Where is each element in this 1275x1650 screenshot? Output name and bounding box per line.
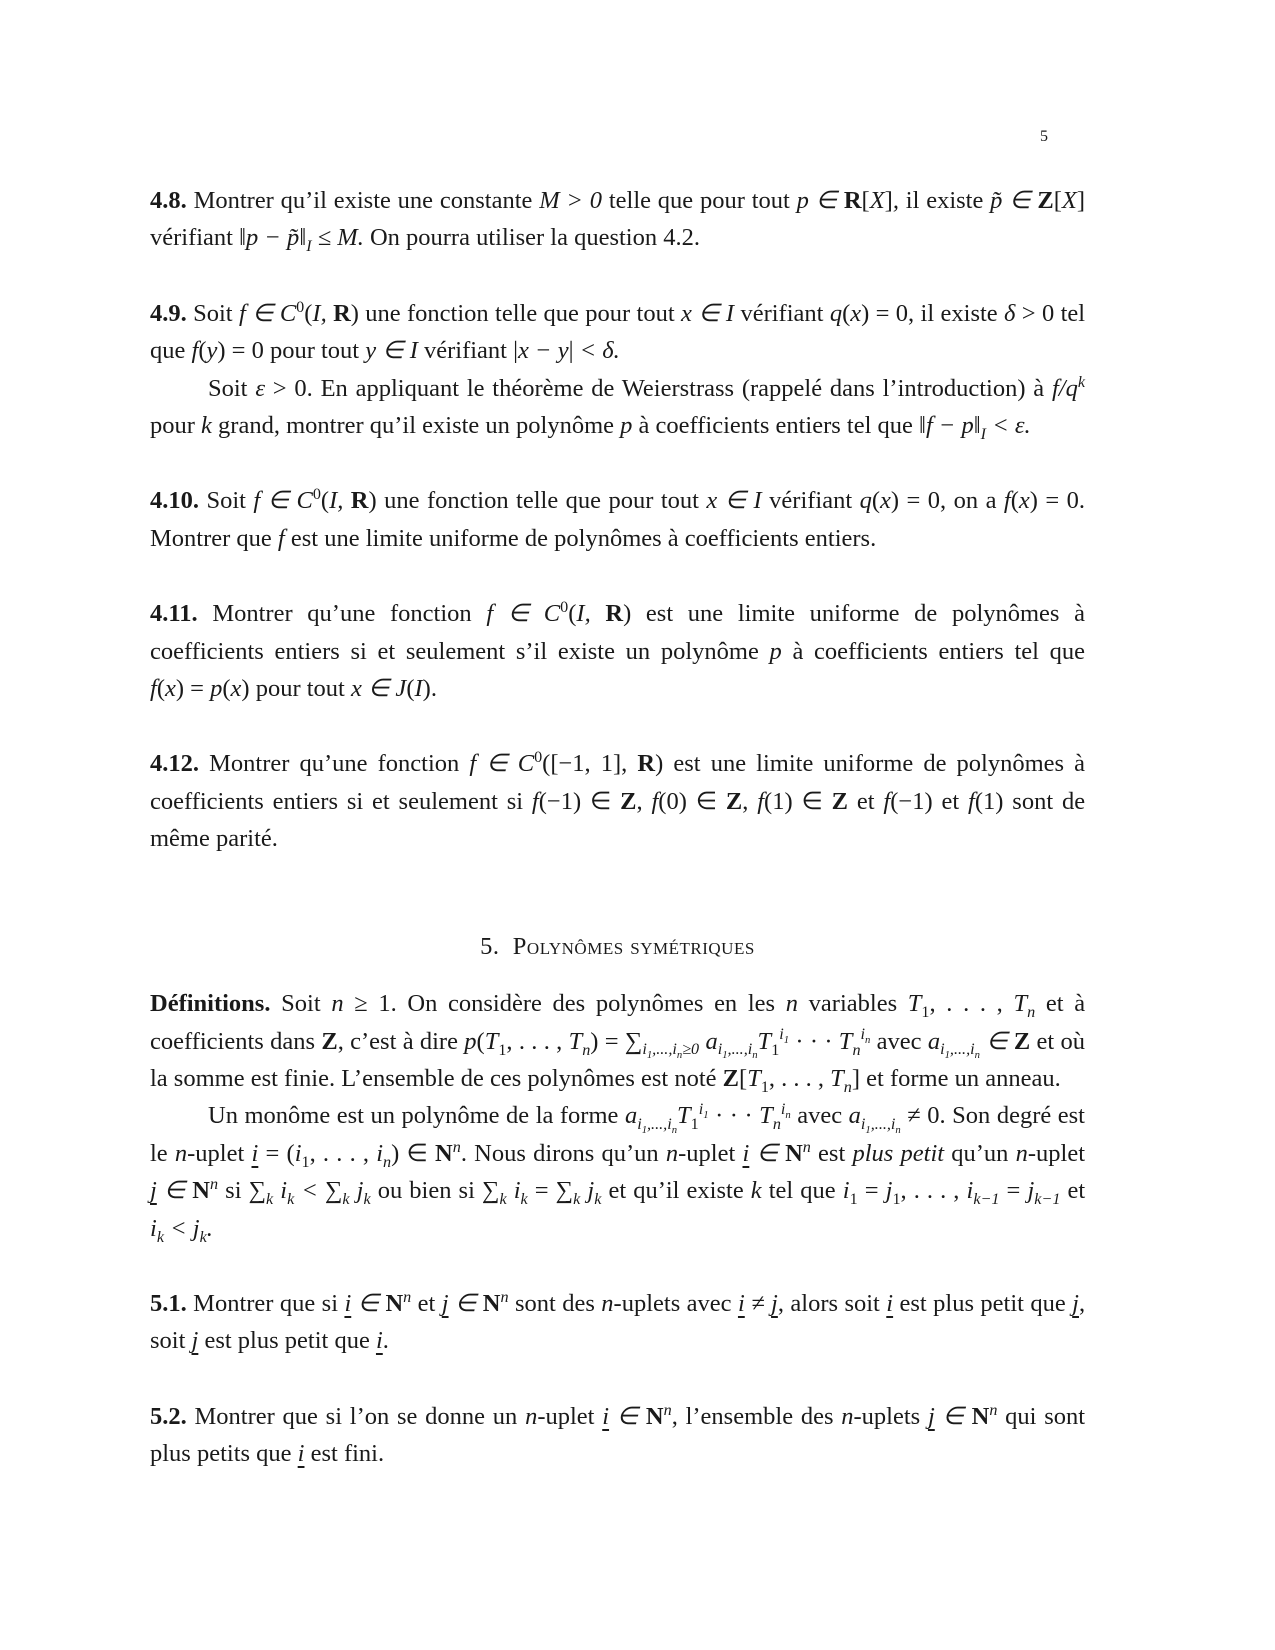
math: p (620, 412, 633, 440)
question-number: 4.10. (150, 487, 199, 515)
math: x ∈ I (706, 487, 762, 515)
math: f(x) = p(x) (150, 675, 250, 703)
question-number: 4.9. (150, 299, 187, 327)
math: y ∈ I (365, 337, 418, 365)
math: j (191, 1327, 199, 1355)
question-5-2-text: 5.2. Montrer que si l’on se donne un n-uplet i ∈ $N^n$, l’ensemble des n-uplets j ∈ $N^n$ qui sont plus petits que i est fini. (150, 1401, 1086, 1468)
question-5-1-text: 5.1. Montrer que si i ∈ $N^n$ et j ∈ $N^n$ sont des n-uplets avec i ≠ j, alors soit i est plus petit que j, soit j est plus petit que i. (150, 1288, 1086, 1355)
question-number: 4.12. (150, 750, 199, 778)
math: f(x) = 0. (1003, 487, 1086, 515)
math: n (174, 1139, 188, 1167)
definitions (150, 985, 1085, 1247)
math: f(y) = 0 (191, 337, 264, 365)
math: i ∈ $N^n$ (742, 1138, 811, 1167)
math: x ∈ J(I). (350, 675, 437, 703)
math: p (769, 637, 782, 665)
question-number: 5.2. (150, 1402, 187, 1430)
question-4-8 (150, 182, 1085, 257)
math: k (750, 1177, 762, 1205)
math: $\sum_k$ $i_k < \sum_k$ $j_k$ (248, 1177, 371, 1209)
math: i. (375, 1327, 389, 1355)
question-4-12-text: 4.12. Montrer qu’une fonction f ∈ $C^0([-1$, 1], R) est une limite uniforme de polynômes à coefficients entiers si et seulement si f(−1) ∈ Z, f(0) ∈ Z, f(1) ∈ Z et f(−1) et f(1) sont de même parité. (150, 749, 1086, 853)
math: j ∈ $N^n$ (441, 1288, 509, 1317)
math: $i_k < j_k$. (150, 1214, 213, 1246)
math: n (665, 1139, 679, 1167)
math: ‖f − $p‖_I < \varepsilon$. (919, 412, 1031, 443)
math: k (201, 412, 212, 440)
math: p ∈ R[X], (796, 187, 899, 214)
question-number: 4.11. (150, 600, 198, 628)
math: δ > 0 (1004, 299, 1055, 327)
section-heading: 5. Polynômes symétriques (480, 932, 755, 960)
math: f(−1) ∈ Z, f(0) ∈ Z, f(1) ∈ Z (531, 787, 849, 815)
math: M > 0 (539, 187, 603, 214)
question-4-9-part-2: Soit ε > 0. En appliquant le théorème de Weierstrass (rappelé dans l’introduction) à $f/q^k$ pour k grand, montrer qu’il existe un polynôme p à coefficients entiers tel que ‖f − $p‖_I < \varepsilon$. (150, 373, 1086, 443)
question-4-11-text: 4.11. Montrer qu’une fonction f ∈ $C^0(I$, R) est une limite uniforme de polynômes à coefficients entiers si et seulement s’il existe un polynôme p à coefficients entiers tel que f(x) = p(x) pour tout x ∈ J(I). (150, 599, 1086, 703)
definitions-paragraph-2: Un monôme est un polynôme de la forme $a_{i_1,...,i_n}T_1^{i_1}$ · · · $T_n^{i_n}$ avec $a_{i_1,...,i_n} \ne 0$. Son degré est le n-uplet $i = (i_1$, . . . , $i_n$) ∈ $N^n$. Nous dirons qu’un n-uplet i ∈ $N^n$ est plus petit qu’un n-uplet j ∈ $N^n$ si $\sum_k$ $i_k < \sum_k$ $j_k$ ou bien si $\sum_k$ $i_k = \sum_k$ $j_k$ et qu’il existe k tel que $i_1 = j_1$, . . . , $i_{k-1} = j_{k-1}$ et $i_k < j_k$. (150, 1101, 1086, 1246)
math: n (1015, 1139, 1028, 1167)
math: f ∈ $C^0(I$, R) (486, 599, 632, 628)
math: $\sum_k$ $i_k = \sum_k$ $j_k$ (481, 1177, 602, 1209)
page-number: 5 (1040, 128, 1048, 145)
math: n (785, 990, 798, 1018)
definitions-heading: Définitions. (150, 990, 271, 1018)
math: i ∈ $N^n$, (602, 1401, 678, 1430)
page-body (150, 182, 1085, 1511)
math: f(1) (968, 787, 1004, 815)
math: Z, (321, 1027, 344, 1055)
math: i (297, 1440, 305, 1468)
math: f (277, 524, 285, 552)
math: f ∈ $C^0(I$, R) (238, 298, 359, 327)
math: q(x) = 0, (859, 487, 947, 515)
question-number: 4.8. (150, 187, 187, 214)
question-4-9 (150, 295, 1085, 445)
definitions-paragraph-1: Définitions. Soit n ≥ 1. On considère des polynômes en les n variables $T_1$, . . . , $T_n$ et à coefficients dans Z, c’est à dire $p(T_1$, . . . , $T_n) = \sum_{i_1,...,i_n\ge 0}$ $a_{i_1,...,i_n}T_1^{i_1}$ · · · $T_n^{i_n}$ avec $a_{i_1,...,i_n}$ ∈ Z et où la somme est finie. L’ensemble de ces polynômes est noté $Z[T_1$, . . . , $T_n$] et forme un anneau. (150, 990, 1086, 1096)
question-5-2 (150, 1398, 1085, 1473)
math: i (886, 1289, 894, 1317)
question-5-1 (150, 1285, 1085, 1360)
math: n (601, 1289, 614, 1317)
math: $i_1 = j_1$, . . . , $i_{k-1} = j_{k-1}$ (842, 1177, 1061, 1209)
math: $Z[T_1$, . . . , $T_n$] (722, 1064, 861, 1096)
math: $f/q^k$ (1052, 373, 1086, 402)
math: x ∈ I (681, 299, 735, 327)
question-4-9-text: 4.9. Soit f ∈ $C^0(I$, R) une fonction telle que pour tout x ∈ I vérifiant q(x) = 0, il existe δ > 0 tel que f(y) = 0 pour tout y ∈ I vérifiant |x − y| < δ. (150, 298, 1086, 365)
question-4-8-text: 4.8. Montrer qu’il existe une constante M > 0 telle que pour tout p ∈ R[X], il existe p̃ ∈ Z[X] vérifiant ‖p − $p̃‖_I \le M$. On pourra utiliser la question 4.2. (150, 187, 1086, 256)
math: ‖p − $p̃‖_I \le M$. (239, 224, 364, 256)
math: f(−1) (883, 787, 933, 815)
math: $T_1$, . . . , $T_n$ (907, 990, 1036, 1021)
math: i ∈ $N^n$ (344, 1288, 412, 1317)
math: j, (1072, 1289, 1086, 1317)
math: |x − y| < δ. (513, 337, 620, 365)
math: ε > 0. (255, 374, 313, 402)
question-number: 5.1. (150, 1289, 187, 1317)
math: j ∈ $N^n$ (150, 1175, 219, 1205)
section-title: Polynômes symétriques (512, 932, 755, 960)
question-4-12 (150, 745, 1085, 857)
question-4-11 (150, 595, 1085, 707)
question-4-10 (150, 482, 1085, 557)
math: $a_{i_1,...,i_n}T_1^{i_1}$ · · · $T_n^{i_n}$ (624, 1101, 791, 1137)
math: $i = (i_1$, . . . , $i_n$) ∈ $N^n$. (251, 1138, 467, 1171)
math: $p(T_1$, . . . , $T_n) = \sum_{i_1,...,i_n\ge 0}$ $a_{i_1,...,i_n}T_1^{i_1}$ · · · $T_n^{i_n}$ (464, 1026, 871, 1062)
math: p̃ ∈ Z[X] (990, 187, 1086, 214)
math: j ∈ $N^n$ (927, 1401, 998, 1430)
math: n (841, 1402, 854, 1430)
math: n (525, 1402, 538, 1430)
math: f ∈ $C^0(I$, R) (253, 486, 377, 515)
math: q(x) = 0, (829, 299, 915, 327)
math: n ≥ 1. (331, 990, 397, 1018)
math: $a_{i_1,...,i_n} \ne 0$. (848, 1102, 946, 1137)
math: $a_{i_1,...,i_n}$ ∈ Z (927, 1027, 1031, 1062)
question-4-10-text: 4.10. Soit f ∈ $C^0(I$, R) une fonction telle que pour tout x ∈ I vérifiant q(x) = 0, on a f(x) = 0. Montrer que f est une limite uniforme de polynômes à coefficients entiers. (150, 486, 1086, 552)
math: i ≠ j, (737, 1289, 784, 1317)
math: f ∈ $C^0([-1$, 1], R) (469, 749, 664, 778)
